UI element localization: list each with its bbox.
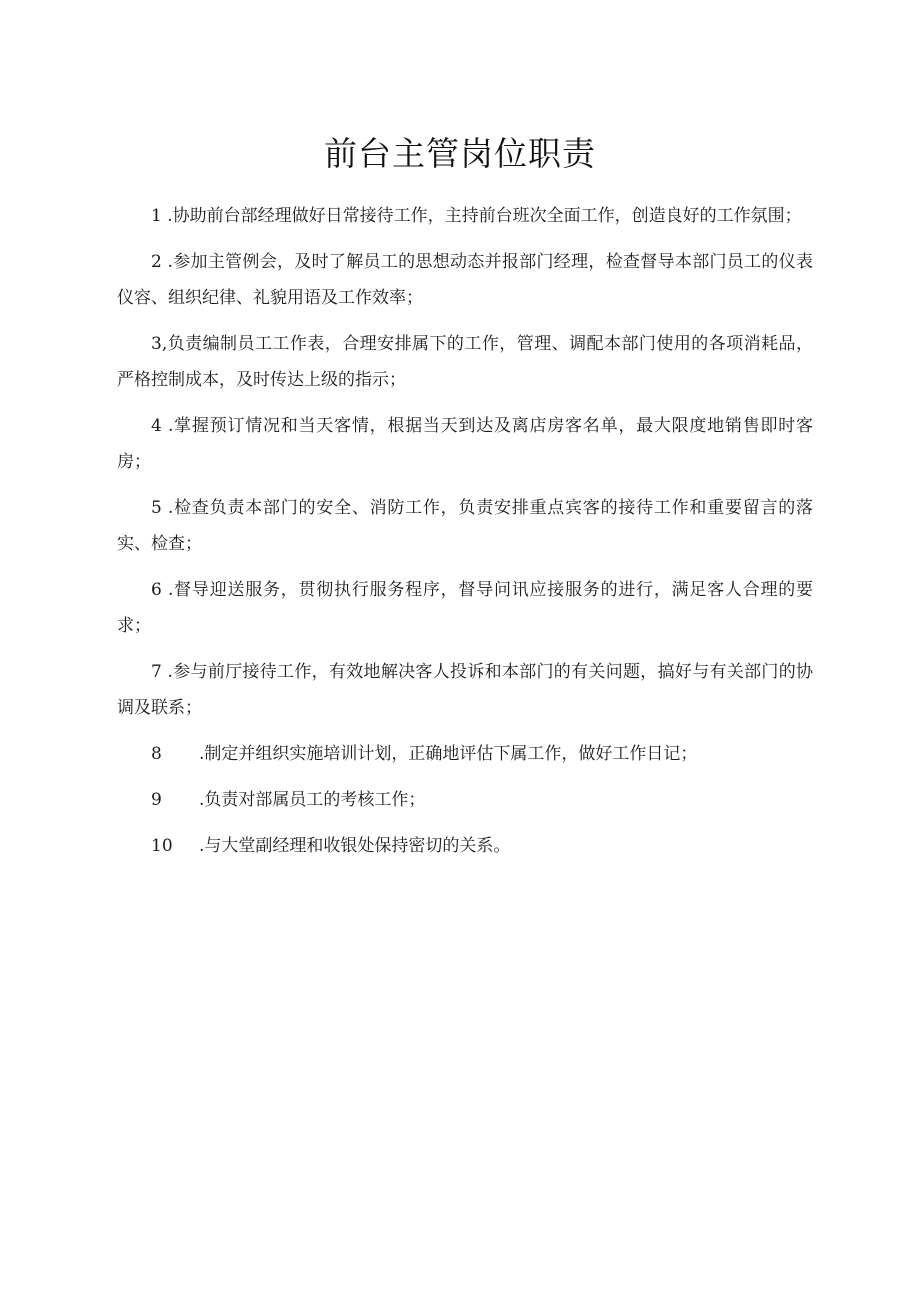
duty-text: .与大堂副经理和收银处保持密切的关系。 bbox=[199, 836, 511, 856]
duty-item-8 bbox=[117, 736, 813, 772]
duty-text: 负责编制员工工作表，合理安排属下的工作，管理、调配本部门使用的各项消耗品，严格控制成本，及时传达上级的指示； bbox=[117, 334, 813, 390]
duty-number: 9 bbox=[151, 790, 162, 810]
duty-number: 6 bbox=[151, 580, 162, 600]
duty-number: 2 bbox=[151, 252, 162, 272]
duty-item-5 bbox=[117, 490, 813, 562]
duty-item-9 bbox=[117, 782, 813, 818]
document-title: 前台主管岗位职责 bbox=[324, 134, 596, 173]
duty-number: 5 bbox=[151, 498, 162, 518]
duty-item-3 bbox=[117, 326, 813, 398]
duty-number: 3, bbox=[151, 334, 168, 354]
duty-number: 10 bbox=[151, 836, 173, 856]
duty-text: .掌握预订情况和当天客情，根据当天到达及离店房客名单，最大限度地销售即时客房； bbox=[117, 416, 813, 472]
duty-text: .负责对部属员工的考核工作； bbox=[199, 790, 426, 810]
duty-number: 7 bbox=[151, 662, 162, 682]
duty-list bbox=[117, 198, 813, 874]
duty-item-1 bbox=[117, 198, 813, 234]
duty-text: .督导迎送服务，贯彻执行服务程序，督导问讯应接服务的进行，满足客人合理的要求； bbox=[117, 580, 813, 636]
duty-number: 8 bbox=[151, 744, 162, 764]
duty-item-2 bbox=[117, 244, 813, 316]
duty-text: .制定并组织实施培训计划，正确地评估下属工作，做好工作日记； bbox=[199, 744, 698, 764]
duty-number: 4 bbox=[151, 416, 162, 436]
duty-text: .检查负责本部门的安全、消防工作，负责安排重点宾客的接待工作和重要留言的落实、检查； bbox=[117, 498, 813, 554]
duty-item-6 bbox=[117, 572, 813, 644]
duty-text: .参加主管例会，及时了解员工的思想动态并报部门经理，检查督导本部门员工的仪表仪容、组织纪律、礼貌用语及工作效率； bbox=[117, 252, 813, 308]
duty-item-7 bbox=[117, 654, 813, 726]
duty-item-4 bbox=[117, 408, 813, 480]
duty-number: 1 bbox=[151, 206, 162, 226]
duty-text: .参与前厅接待工作，有效地解决客人投诉和本部门的有关问题，搞好与有关部门的协调及联系； bbox=[117, 662, 813, 718]
duty-text: .协助前台部经理做好日常接待工作，主持前台班次全面工作，创造良好的工作氛围； bbox=[161, 206, 802, 226]
duty-item-10 bbox=[117, 828, 813, 864]
